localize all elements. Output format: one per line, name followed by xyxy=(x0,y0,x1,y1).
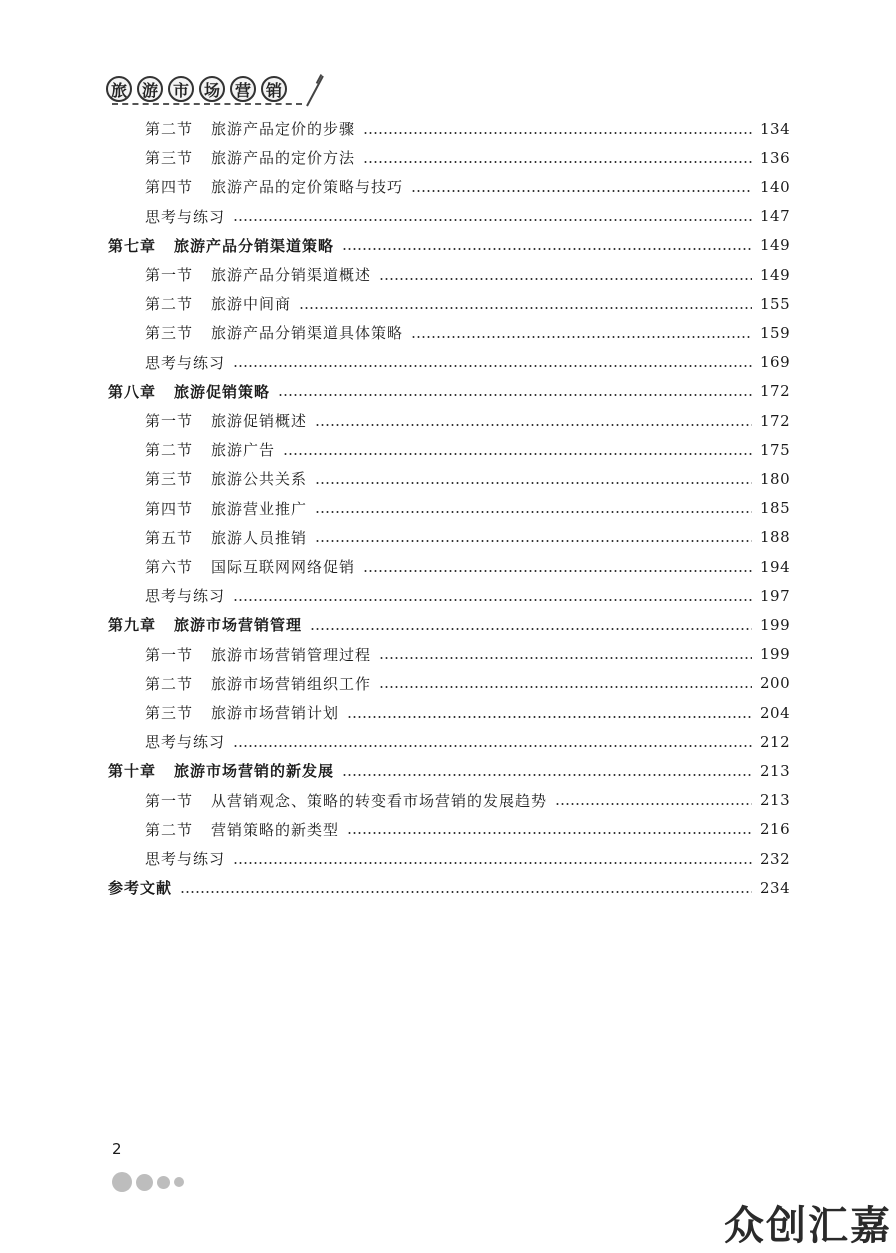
toc-entry-title: 旅游市场营销管理过程 xyxy=(211,645,372,664)
toc-chapter-row[interactable] xyxy=(108,756,791,785)
toc-section-row[interactable] xyxy=(145,202,791,231)
toc-entry-page: 199 xyxy=(760,615,791,634)
toc-entry-page: 149 xyxy=(760,265,791,284)
toc-entry-label: 第三节 xyxy=(145,704,194,722)
toc-entry-page: 172 xyxy=(760,411,791,430)
toc-entry-page: 149 xyxy=(760,236,791,255)
toc-entry-label: 第五节 xyxy=(145,528,194,547)
toc-section-row[interactable] xyxy=(145,815,791,844)
page-number: 2 xyxy=(112,1140,122,1158)
toc-entry-title: 旅游广告 xyxy=(211,441,276,460)
toc-entry-page: 212 xyxy=(760,732,791,751)
toc-entry-title: 旅游产品的定价策略与技巧 xyxy=(211,178,404,197)
dot-leader xyxy=(180,891,752,893)
toc-entry-title: 旅游产品分销渠道概述 xyxy=(211,266,372,284)
toc-entry-title: 旅游市场营销组织工作 xyxy=(211,674,372,693)
toc-entry-label: 第七章 xyxy=(108,236,157,255)
toc-entry-title: 旅游产品定价的步骤 xyxy=(211,120,356,138)
toc-section-row[interactable] xyxy=(145,698,791,727)
header-title xyxy=(106,76,287,102)
header-char: 旅 xyxy=(106,76,132,102)
toc-entry-page: 185 xyxy=(760,499,791,518)
toc-entry-title: 旅游人员推销 xyxy=(211,528,308,547)
toc-entry-page: 175 xyxy=(760,440,791,459)
toc-section-row[interactable] xyxy=(145,260,791,289)
toc-section-row[interactable] xyxy=(145,406,791,435)
toc-entry-page: 213 xyxy=(760,761,791,780)
toc-section-row[interactable] xyxy=(145,727,791,756)
toc-entry-label: 第六节 xyxy=(145,558,194,576)
dot-leader xyxy=(310,628,752,630)
toc-chapter-row[interactable] xyxy=(108,231,791,260)
dot-leader xyxy=(411,190,752,192)
toc-section-row[interactable] xyxy=(145,464,791,493)
toc-section-row[interactable] xyxy=(145,289,791,318)
toc-entry-page: 172 xyxy=(760,382,791,401)
dot-leader xyxy=(283,453,752,455)
toc-section-row[interactable] xyxy=(145,552,791,581)
toc-section-row[interactable] xyxy=(145,523,791,552)
toc-entry-label: 第二节 xyxy=(145,820,194,839)
dot-leader xyxy=(299,307,752,309)
toc-entry-title: 旅游产品分销渠道具体策略 xyxy=(211,324,404,343)
toc-chapter-row[interactable] xyxy=(108,873,791,902)
toc-entry-label: 第九章 xyxy=(108,616,157,635)
dot-leader xyxy=(347,832,752,834)
toc-section-row[interactable] xyxy=(145,348,791,377)
dot-leader xyxy=(233,862,752,864)
toc-entry-title: 参考文献 xyxy=(108,879,173,898)
toc-entry-title: 旅游营业推广 xyxy=(211,499,308,518)
footer-dots-decoration xyxy=(112,1172,184,1192)
toc-entry-page: 197 xyxy=(760,586,791,605)
header-char: 销 xyxy=(261,76,287,102)
toc-entry-label: 第一节 xyxy=(145,791,194,810)
toc-entry-page: 136 xyxy=(760,148,791,167)
toc-entry-page: 204 xyxy=(760,703,791,722)
toc-entry-label: 第一节 xyxy=(145,412,194,430)
toc-entry-label: 第一节 xyxy=(145,266,194,284)
dot-leader xyxy=(315,511,752,513)
toc-entry-page: 140 xyxy=(760,177,791,196)
footer-dot xyxy=(157,1176,170,1189)
dot-leader xyxy=(342,774,752,776)
toc-entry-title: 旅游市场营销管理 xyxy=(174,616,303,635)
dot-leader xyxy=(233,599,752,601)
footer-dot xyxy=(136,1174,153,1191)
toc-chapter-row[interactable] xyxy=(108,377,791,406)
toc-entry-title: 思考与练习 xyxy=(145,207,226,226)
toc-section-row[interactable] xyxy=(145,143,791,172)
dot-leader xyxy=(379,686,752,688)
toc-entry-title: 从营销观念、策略的转变看市场营销的发展趋势 xyxy=(211,791,548,810)
dot-leader xyxy=(233,365,752,367)
toc-entry-title: 旅游公共关系 xyxy=(211,470,308,489)
toc-entry-label: 第二节 xyxy=(145,674,194,693)
toc-entry-page: 159 xyxy=(760,323,791,342)
toc-entry-page: 180 xyxy=(760,469,791,488)
dot-leader xyxy=(233,745,752,747)
toc-entry-page: 216 xyxy=(760,820,791,839)
toc-entry-label: 第八章 xyxy=(108,382,157,401)
toc-section-row[interactable] xyxy=(145,786,791,815)
dot-leader xyxy=(379,657,752,659)
toc-entry-page: 134 xyxy=(760,119,791,138)
dot-leader xyxy=(315,482,752,484)
toc-entry-title: 思考与练习 xyxy=(145,353,226,372)
toc-entry-label: 第四节 xyxy=(145,178,194,197)
toc-entry-title: 旅游产品的定价方法 xyxy=(211,149,356,168)
toc-entry-title: 营销策略的新类型 xyxy=(211,820,340,839)
toc-entry-page: 234 xyxy=(760,878,791,897)
dot-leader xyxy=(342,248,752,250)
toc-chapter-row[interactable] xyxy=(108,610,791,639)
dot-leader xyxy=(278,394,752,396)
dot-leader xyxy=(379,278,752,280)
dot-leader xyxy=(363,132,752,134)
header-char: 场 xyxy=(199,76,225,102)
dot-leader xyxy=(363,161,752,163)
header-char: 游 xyxy=(137,76,163,102)
toc-entry-page: 188 xyxy=(760,528,791,547)
toc-section-row[interactable] xyxy=(145,494,791,523)
toc-entry-label: 第二节 xyxy=(145,120,194,138)
toc-section-row[interactable] xyxy=(145,172,791,201)
toc-entry-page: 199 xyxy=(760,645,791,664)
toc-entry-page: 213 xyxy=(760,791,791,810)
toc-entry-label: 第四节 xyxy=(145,499,194,518)
toc-entry-page: 169 xyxy=(760,353,791,372)
toc-section-row[interactable] xyxy=(145,318,791,347)
dot-leader xyxy=(363,570,752,572)
toc-entry-label: 第三节 xyxy=(145,149,194,168)
toc-entry-title: 旅游促销概述 xyxy=(211,412,308,430)
toc-entry-title: 旅游产品分销渠道策略 xyxy=(174,236,335,255)
toc-entry-page: 200 xyxy=(760,674,791,693)
dot-leader xyxy=(315,424,752,426)
footer-dot xyxy=(112,1172,132,1192)
toc-section-row[interactable] xyxy=(145,669,791,698)
toc-entry-page: 155 xyxy=(760,294,791,313)
toc-entry-page: 232 xyxy=(760,849,791,868)
dot-leader xyxy=(347,716,752,718)
toc-entry-page: 147 xyxy=(760,207,791,226)
toc-entry-label: 第十章 xyxy=(108,762,157,781)
header-char: 营 xyxy=(230,76,256,102)
watermark: 众创汇嘉 xyxy=(724,1203,892,1249)
toc-section-row[interactable] xyxy=(145,640,791,669)
dot-leader xyxy=(233,219,752,221)
toc-entry-label: 第三节 xyxy=(145,324,194,343)
header-char: 市 xyxy=(168,76,194,102)
toc-entry-title: 旅游市场营销计划 xyxy=(211,704,340,722)
toc-section-row[interactable] xyxy=(145,844,791,873)
dot-leader xyxy=(315,540,752,542)
toc-entry-title: 思考与练习 xyxy=(145,850,226,868)
header-slash-decoration xyxy=(306,76,324,107)
toc-entry-title: 旅游促销策略 xyxy=(174,382,271,401)
running-header xyxy=(106,72,346,108)
footer-dot xyxy=(174,1177,184,1187)
toc-entry-title: 思考与练习 xyxy=(145,587,226,606)
toc-section-row[interactable] xyxy=(145,581,791,610)
toc-entry-label: 第一节 xyxy=(145,645,194,664)
toc-entry-label: 第二节 xyxy=(145,295,194,314)
toc-entry-title: 旅游市场营销的新发展 xyxy=(174,762,335,781)
toc-entry-title: 国际互联网网络促销 xyxy=(211,558,356,576)
toc-section-row[interactable] xyxy=(145,114,791,143)
header-underline xyxy=(112,103,302,105)
dot-leader xyxy=(411,336,752,338)
toc-section-row[interactable] xyxy=(145,435,791,464)
toc-entry-title: 思考与练习 xyxy=(145,733,226,752)
toc-entry-label: 第三节 xyxy=(145,470,194,489)
dot-leader xyxy=(555,803,752,805)
toc-entry-page: 194 xyxy=(760,557,791,576)
toc-entry-label: 第二节 xyxy=(145,441,194,460)
toc-entry-title: 旅游中间商 xyxy=(211,295,292,314)
